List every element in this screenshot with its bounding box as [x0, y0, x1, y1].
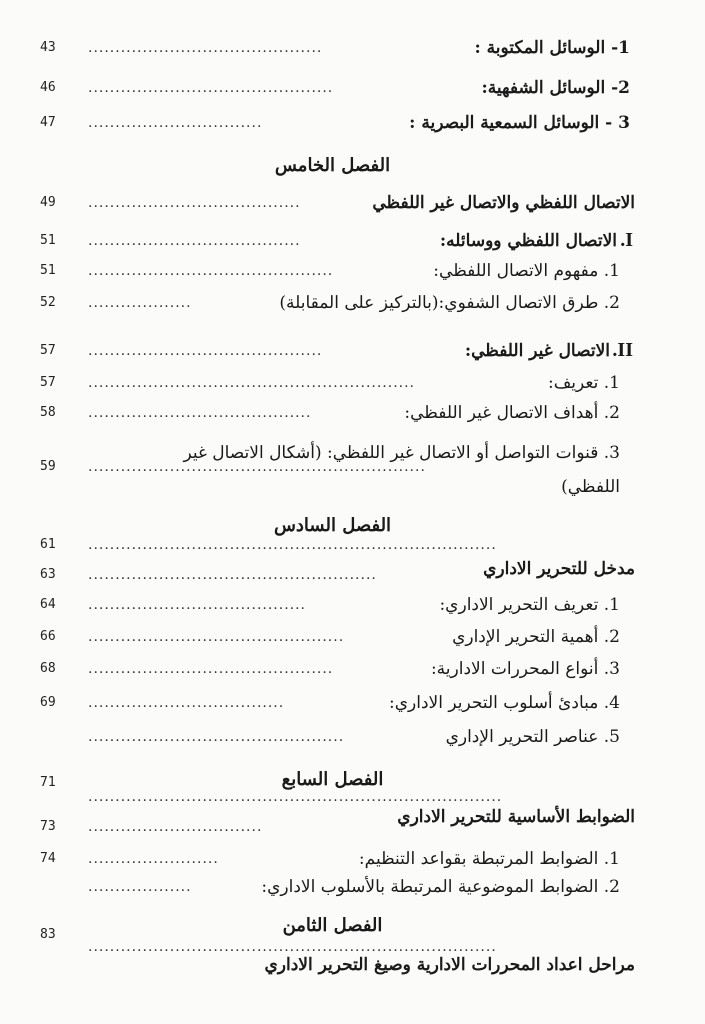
entry-text: الاتصال غير اللفظي:: [464, 341, 610, 361]
dot-leader: .............................................: [88, 263, 334, 279]
page-number: 57: [40, 343, 56, 358]
entry-text: الاتصال اللفظي ووسائله:: [439, 231, 617, 251]
toc-entry: [40, 75, 630, 101]
toc-section: [40, 338, 610, 364]
page-number: 49: [40, 195, 56, 210]
page-number: 51: [40, 233, 56, 248]
page-number: 74: [40, 851, 56, 866]
chapter-title-entry: [40, 556, 635, 582]
toc-entry: [40, 846, 620, 872]
dot-leader: ...........................................................................: [88, 537, 497, 553]
toc-entry: [40, 592, 620, 618]
chapter-heading: الفصل الخامس: [274, 155, 391, 176]
chapter-heading: الفصل السابع: [281, 769, 384, 790]
chapter-page-line: [40, 922, 630, 955]
page-number: 66: [40, 629, 56, 644]
entry-text: اللفظي): [561, 477, 620, 497]
entry-text: 4. مبادئ أسلوب التحرير الاداري:: [389, 693, 620, 713]
dot-leader: ................................: [88, 115, 263, 131]
page-number: 71: [40, 775, 56, 790]
entry-text: 1. مفهوم الاتصال اللفظي:: [433, 261, 620, 281]
toc-entry: [40, 110, 630, 136]
page-number: 68: [40, 661, 56, 676]
roman-numeral: I.: [620, 229, 633, 251]
dot-leader: .....................................................: [88, 567, 377, 583]
toc-entry: [40, 35, 630, 61]
toc-entry: [40, 690, 620, 716]
dot-leader: .......................................: [88, 195, 301, 211]
page-number: 52: [40, 295, 56, 310]
dot-leader: ........................................: [88, 597, 307, 613]
toc-entry: [40, 290, 620, 316]
dot-leader: ..............................................................: [88, 459, 426, 475]
page-number: 46: [40, 80, 56, 95]
page-number: 43: [40, 40, 56, 55]
dot-leader: .............................................: [88, 661, 334, 677]
toc-entry: [40, 874, 620, 900]
dot-leader: ...........................................: [88, 343, 323, 359]
page-number: 83: [40, 927, 56, 942]
toc-entry: [40, 624, 620, 650]
page-number: 64: [40, 597, 56, 612]
entry-text: 1- الوسائل المكتوبة :: [474, 38, 630, 58]
entry-text: 1. تعريف التحرير الاداري:: [439, 595, 620, 615]
chapter-title-entry: [40, 952, 635, 978]
entry-text: 3. أنواع المحررات الادارية:: [430, 659, 620, 679]
dot-leader: .........................................: [88, 405, 312, 421]
dot-leader: ...........................................................................: [88, 939, 497, 955]
chapter-page-line: [40, 770, 630, 805]
dot-leader: ....................................: [88, 695, 285, 711]
chapter-heading: الفصل الثامن: [282, 915, 383, 936]
entry-text: الاتصال اللفظي والاتصال غير اللفظي: [372, 193, 635, 213]
chapter-heading: الفصل السادس: [273, 515, 392, 536]
entry-text: 5. عناصر التحرير الإداري: [445, 727, 620, 747]
entry-text: 2- الوسائل الشفهية:: [481, 78, 630, 98]
entry-text: 2. طرق الاتصال الشفوي:(بالتركيز على المقابلة): [279, 293, 620, 313]
entry-text: 1. الضوابط المرتبطة بقواعد التنظيم:: [358, 849, 620, 869]
entry-text: مدخل للتحرير الاداري: [483, 559, 635, 579]
dot-leader: ...................: [88, 879, 192, 895]
dot-leader: ............................................................................: [88, 789, 503, 805]
page-number: 57: [40, 375, 56, 390]
chapter-title-entry: [40, 804, 635, 835]
entry-text: 2. أهداف الاتصال غير اللفظي:: [404, 403, 620, 423]
entry-text: 1. تعريف:: [547, 373, 620, 393]
dot-leader: .............................................: [88, 80, 334, 96]
dot-leader: ...............................................: [88, 629, 345, 645]
dot-leader: ...............................................: [88, 729, 345, 745]
roman-numeral: II.: [612, 339, 633, 361]
page-number: 47: [40, 115, 56, 130]
page-number: 61: [40, 537, 56, 552]
page-number: 63: [40, 567, 56, 582]
page-number: 58: [40, 405, 56, 420]
dot-leader: ........................: [88, 851, 219, 867]
toc-entry: [40, 258, 620, 284]
toc-entry-continued: [40, 459, 620, 500]
entry-text: 2. الضوابط الموضوعية المرتبطة بالأسلوب الاداري:: [261, 877, 620, 897]
page-number: 69: [40, 695, 56, 710]
chapter-page-line: [40, 532, 630, 558]
toc-entry: [40, 724, 620, 750]
toc-section: [40, 228, 617, 254]
dot-leader: ............................................................: [88, 375, 416, 391]
dot-leader: ...........................................: [88, 40, 323, 56]
page-number: 59: [40, 459, 56, 474]
page-number: 51: [40, 263, 56, 278]
dot-leader: ...................: [88, 295, 192, 311]
entry-text: الضوابط الأساسية للتحرير الاداري: [397, 807, 635, 827]
toc-entry: [40, 400, 620, 426]
toc-entry: [40, 370, 620, 396]
dot-leader: .......................................: [88, 233, 301, 249]
dot-leader: ................................: [88, 819, 263, 835]
entry-text: 3. قنوات التواصل أو الاتصال غير اللفظي: (أشكال الاتصال غير: [183, 443, 620, 463]
entry-text: مراحل اعداد المحررات الادارية وصيغ التحرير الاداري: [264, 955, 635, 975]
toc-entry: [40, 656, 620, 682]
chapter-title-entry: [40, 190, 635, 216]
entry-text: 2. أهمية التحرير الإداري: [452, 627, 620, 647]
page-number: 73: [40, 819, 56, 834]
entry-text: 3 - الوسائل السمعية البصرية :: [409, 113, 630, 133]
